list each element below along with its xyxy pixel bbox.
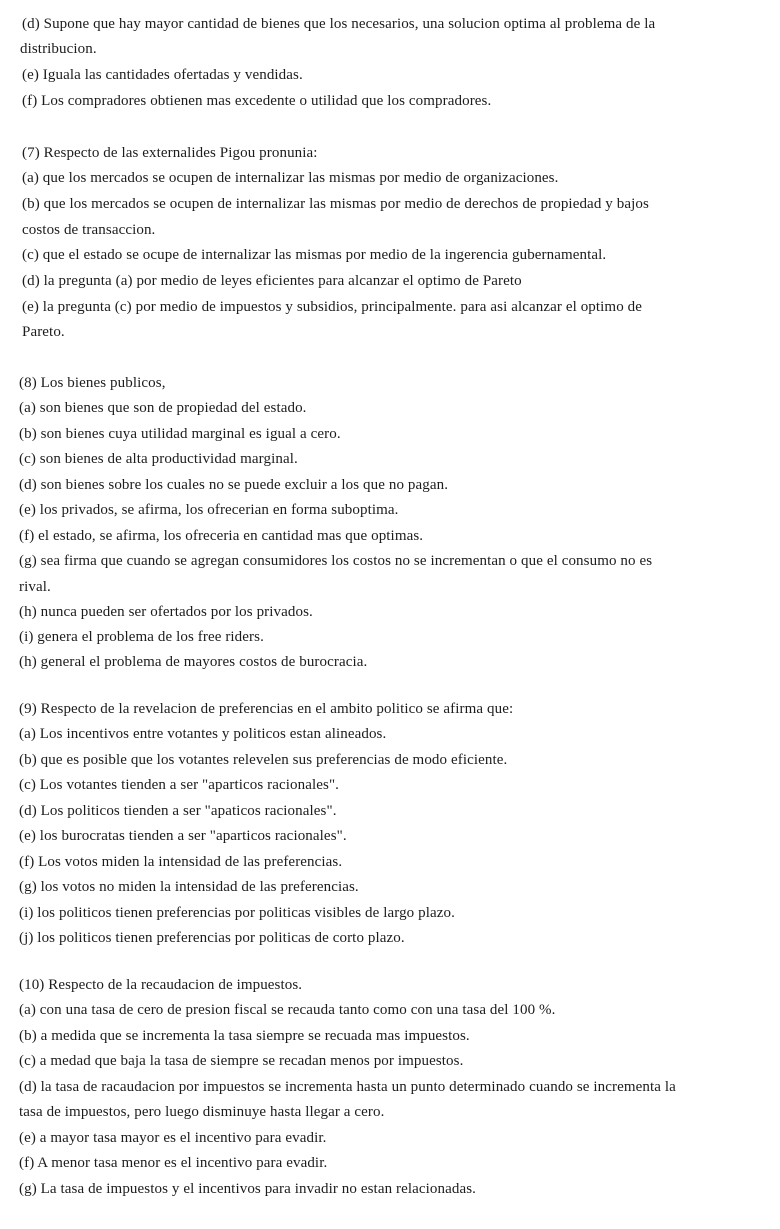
text-line: (f) A menor tasa menor es el incentivo para evadir. (19, 1155, 328, 1171)
text-line: (j) los politicos tienen preferencias por politicas de corto plazo. (19, 930, 405, 946)
text-line: tasa de impuestos, pero luego disminuye hasta llegar a cero. (19, 1104, 385, 1120)
text-line: (b) que los mercados se ocupen de internalizar las mismas por medio de derechos de propiedad y bajos (22, 196, 649, 212)
text-line: (d) la pregunta (a) por medio de leyes eficientes para alcanzar el optimo de Pareto (22, 273, 522, 289)
text-line: (i) los politicos tienen preferencias por politicas visibles de largo plazo. (19, 905, 455, 921)
text-line: (c) son bienes de alta productividad marginal. (19, 451, 298, 467)
text-line: (e) los privados, se afirma, los ofrecerian en forma suboptima. (19, 502, 399, 518)
text-line: (f) Los votos miden la intensidad de las preferencias. (19, 854, 343, 870)
text-line: (d) la tasa de racaudacion por impuestos se incrementa hasta un punto determinado cuando se incrementa la (19, 1079, 676, 1095)
text-line: (f) Los compradores obtienen mas excedente o utilidad que los compradores. (22, 93, 492, 109)
text-line: (f) el estado, se afirma, los ofreceria en cantidad mas que optimas. (19, 528, 424, 544)
text-line: (g) sea firma que cuando se agregan consumidores los costos no se incrementan o que el consumo no es (19, 553, 653, 569)
text-line: costos de transaccion. (22, 222, 156, 238)
text-line: (h) nunca pueden ser ofertados por los privados. (19, 604, 313, 620)
question-10-heading: (10) Respecto de la recaudacion de impuestos. (19, 977, 303, 993)
text-line: (e) la pregunta (c) por medio de impuestos y subsidios, principalmente. para asi alcanzar el optimo de (22, 299, 642, 315)
question-8-heading: (8) Los bienes publicos, (19, 375, 166, 391)
text-line: (d) son bienes sobre los cuales no se puede excluir a los que no pagan. (19, 477, 449, 493)
text-line: (d) Los politicos tienden a ser "apaticos racionales". (19, 803, 337, 819)
text-line: (g) La tasa de impuestos y el incentivos para invadir no estan relacionadas. (19, 1181, 477, 1197)
text-line: (e) Iguala las cantidades ofertadas y vendidas. (22, 67, 303, 83)
text-line: Pareto. (22, 324, 65, 340)
text-line: (c) a medad que baja la tasa de siempre se recadan menos por impuestos. (19, 1053, 464, 1069)
text-line: (e) a mayor tasa mayor es el incentivo para evadir. (19, 1130, 327, 1146)
text-line: (a) que los mercados se ocupen de internalizar las mismas por medio de organizaciones. (22, 170, 559, 186)
text-line: (h) general el problema de mayores costos de burocracia. (19, 654, 368, 670)
text-line: distribucion. (20, 41, 97, 57)
text-line: rival. (19, 579, 51, 595)
text-line: (g) los votos no miden la intensidad de las preferencias. (19, 879, 359, 895)
text-line: (a) Los incentivos entre votantes y politicos estan alineados. (19, 726, 387, 742)
text-line: (i) genera el problema de los free riders. (19, 629, 264, 645)
question-7-heading: (7) Respecto de las externalides Pigou pronunia: (22, 145, 318, 161)
text-line: (b) a medida que se incrementa la tasa siempre se recuada mas impuestos. (19, 1028, 470, 1044)
text-line: (d) Supone que hay mayor cantidad de bienes que los necesarios, una solucion optima al problema de la (22, 16, 656, 32)
text-line: (e) los burocratas tienden a ser "aparticos racionales". (19, 828, 347, 844)
question-9-heading: (9) Respecto de la revelacion de preferencias en el ambito politico se afirma que: (19, 701, 514, 717)
text-line: (b) son bienes cuya utilidad marginal es igual a cero. (19, 426, 341, 442)
text-line: (c) que el estado se ocupe de internalizar las mismas por medio de la ingerencia gubernamental. (22, 247, 607, 263)
text-line: (c) Los votantes tienden a ser "aparticos racionales". (19, 777, 340, 793)
text-line: (b) que es posible que los votantes relevelen sus preferencias de modo eficiente. (19, 752, 508, 768)
text-line: (a) con una tasa de cero de presion fiscal se recauda tanto como con una tasa del 100 %. (19, 1002, 556, 1018)
text-line: (a) son bienes que son de propiedad del estado. (19, 400, 307, 416)
